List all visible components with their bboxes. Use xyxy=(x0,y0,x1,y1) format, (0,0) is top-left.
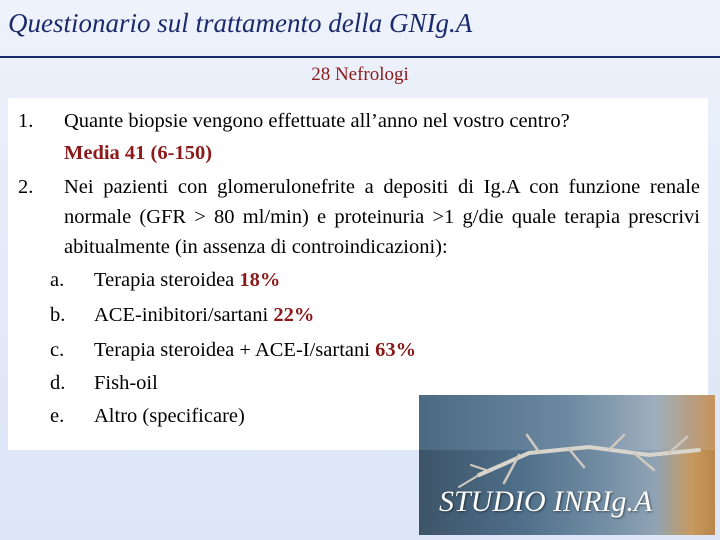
question-2-number: 2. xyxy=(18,176,34,198)
option-b-text: ACE-inibitori/sartani xyxy=(94,304,274,326)
option-a-text: Terapia steroidea xyxy=(94,269,240,291)
option-e-text: Altro (specificare) xyxy=(94,405,245,427)
option-a-percent: 18% xyxy=(239,269,281,291)
option-b-letter: b. xyxy=(50,304,66,326)
slide-subtitle: 28 Nefrologi xyxy=(311,64,409,85)
option-c-text: Terapia steroidea + ACE-I/sartani xyxy=(94,339,376,361)
option-a-letter: a. xyxy=(50,269,65,291)
slide-title: Questionario sul trattamento della GNIg.A xyxy=(8,8,473,38)
question-1-number: 1. xyxy=(18,110,34,132)
option-d-text: Fish-oil xyxy=(94,372,158,394)
option-b-percent: 22% xyxy=(273,304,315,326)
option-c-letter: c. xyxy=(50,339,65,361)
question-1-answer: Media 41 (6-150) xyxy=(64,142,213,164)
option-d-letter: d. xyxy=(50,372,66,394)
title-divider xyxy=(0,56,720,58)
question-2-text: Nei pazienti con glomerulonefrite a depositi di Ig.A con funzione renale normale (GFR > 80 ml/min) e proteinuria >1 g/die quale terapia prescrivi abitualmente (in assenza di controindicazioni): xyxy=(64,176,700,258)
question-1-text: Quante biopsie vengono effettuate all’anno nel vostro centro? xyxy=(64,110,570,132)
option-c-percent: 63% xyxy=(375,339,417,361)
option-e-letter: e. xyxy=(50,405,65,427)
study-logo-image xyxy=(419,395,715,535)
study-caption: STUDIO INRIg.A xyxy=(439,485,653,518)
